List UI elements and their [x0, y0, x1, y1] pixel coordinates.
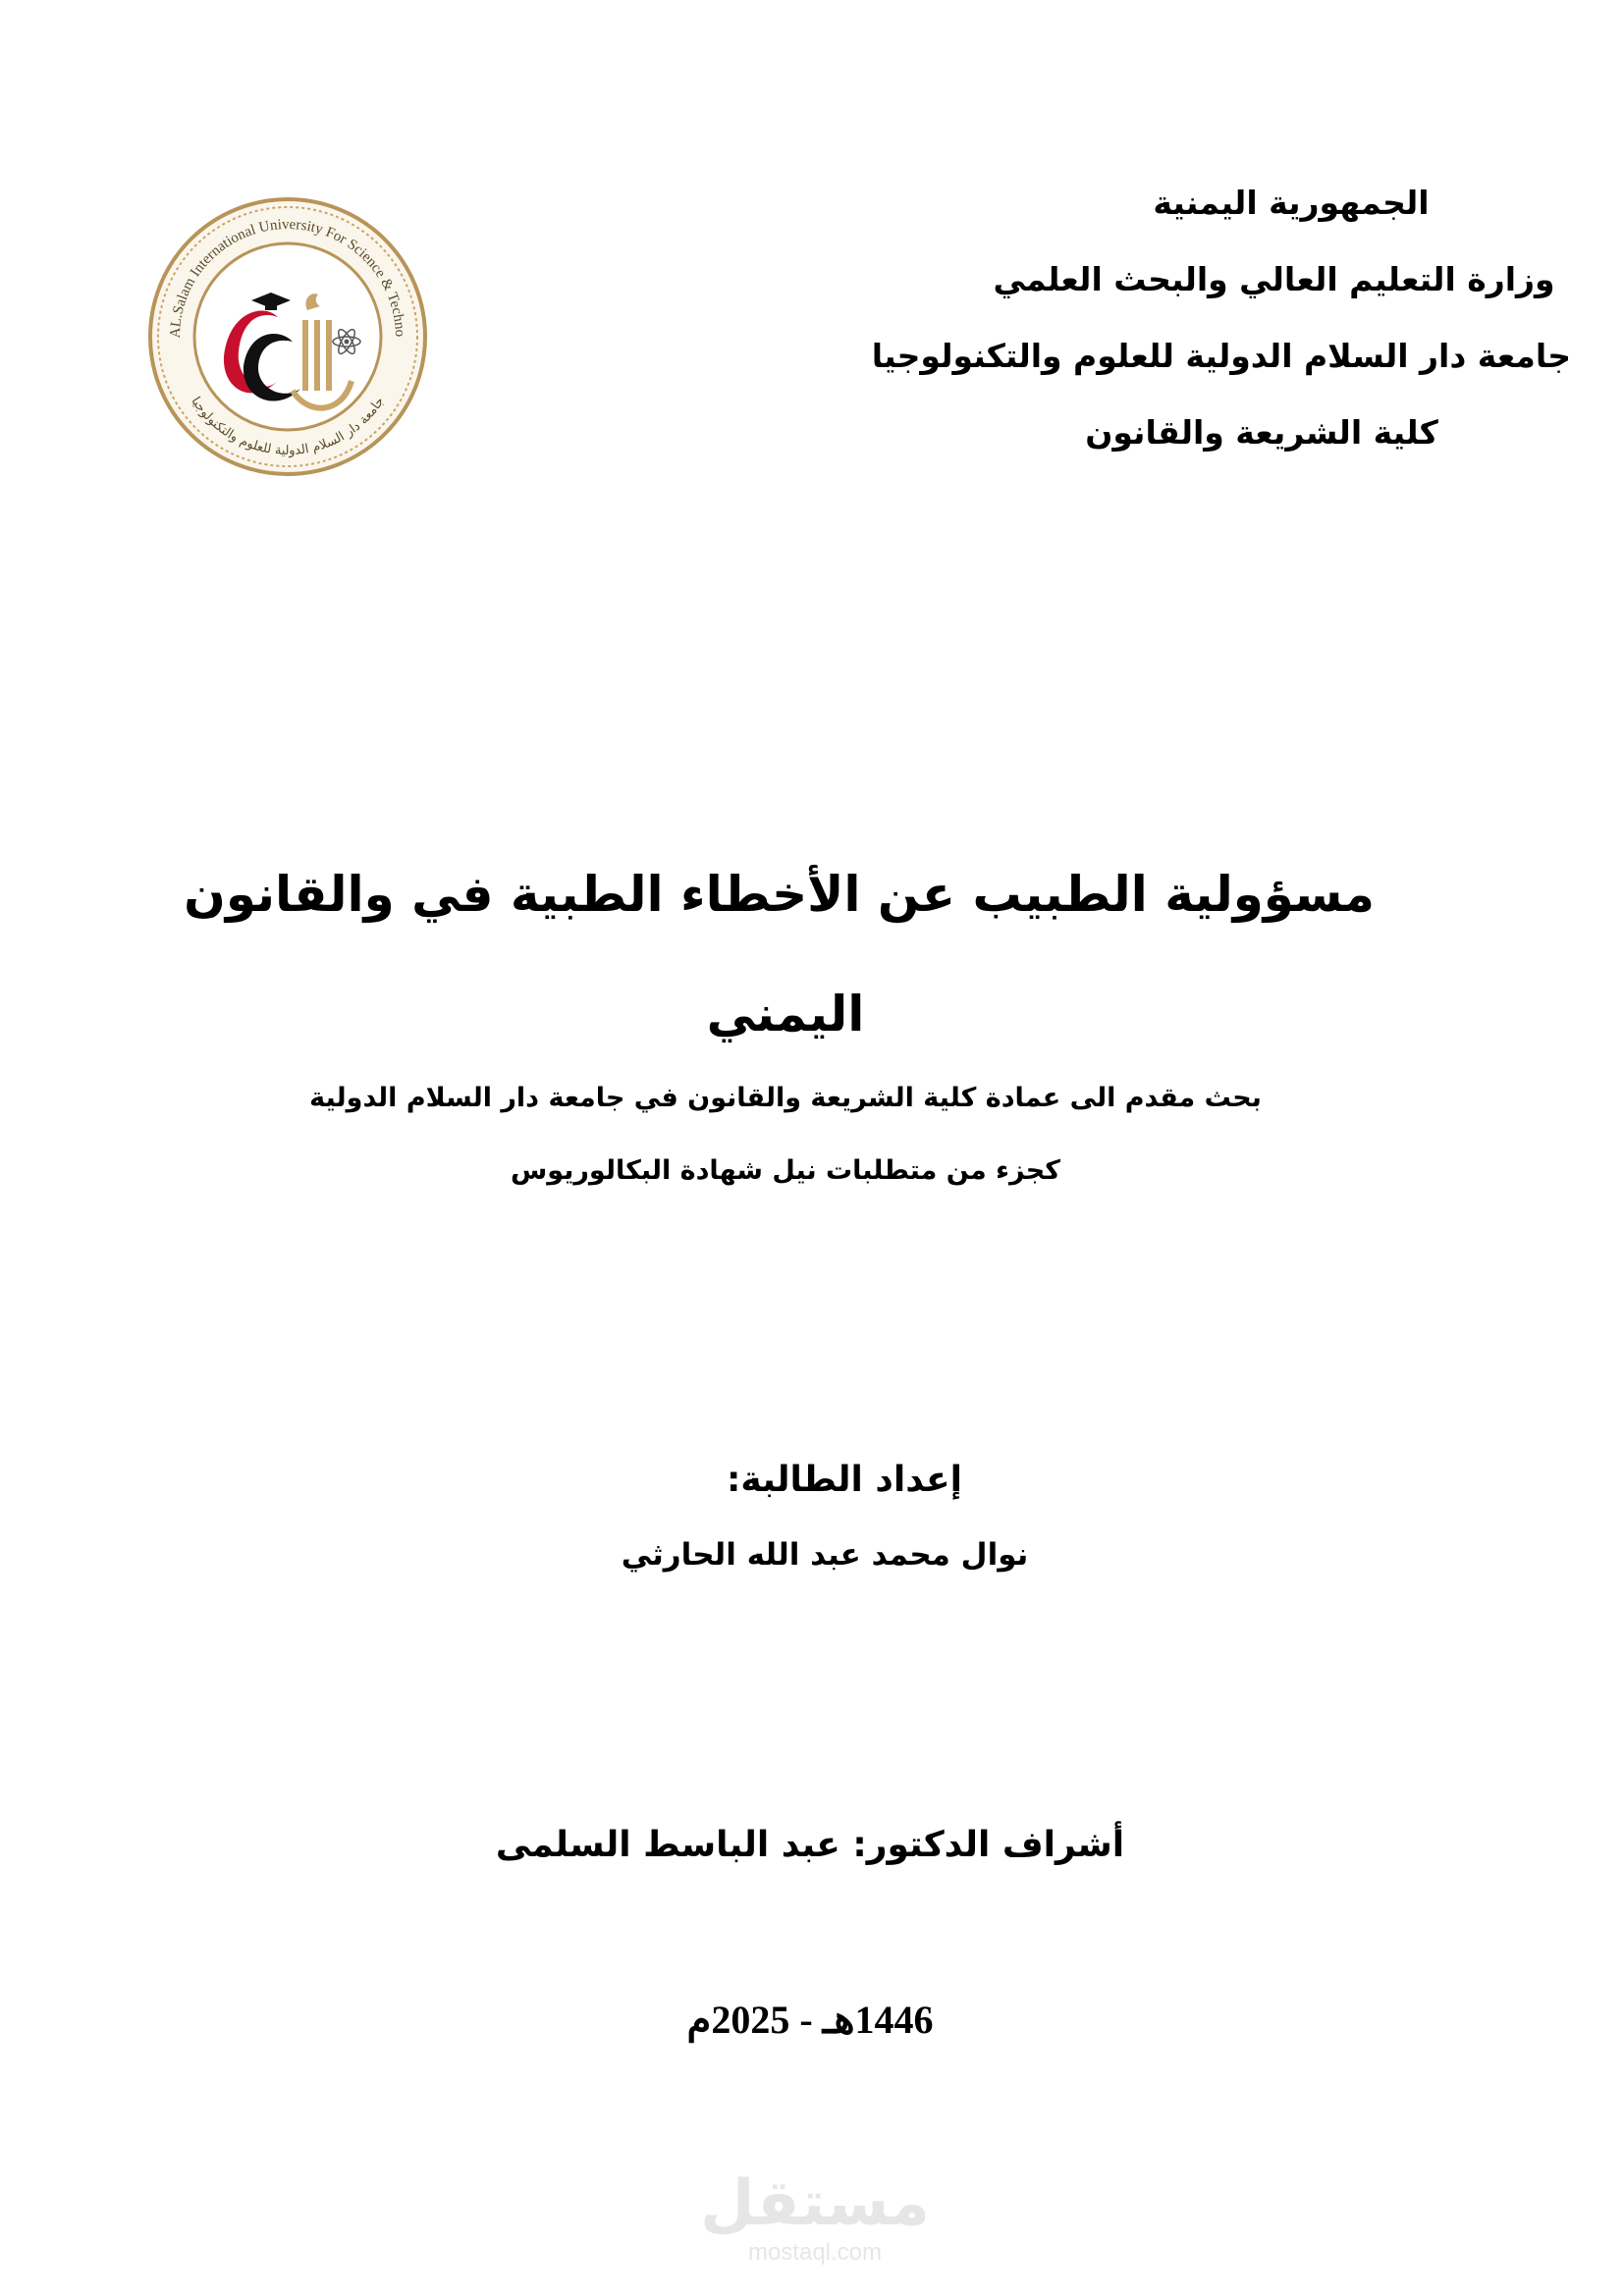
university-logo [145, 194, 430, 479]
subtitle-line-1: بحث مقدم الى عمادة كلية الشريعة والقانون في جامعة دار السلام الدولية [309, 1083, 1262, 1113]
research-subtitle [196, 1062, 1375, 1207]
header-college: كلية الشريعة والقانون [1085, 413, 1438, 452]
research-title [184, 834, 1375, 1074]
student-name: نوال محمد عبد الله الحارثي [621, 1537, 1029, 1573]
date-line: 1446هـ - 2025م [686, 1998, 934, 2042]
title-line-2: اليمني [706, 986, 865, 1042]
watermark-url: mostaql.com [747, 2239, 883, 2266]
header-country: الجمهورية اليمنية [1153, 184, 1430, 222]
seal-english-text: AL.Salam International University For Science & Techno [167, 216, 408, 339]
header-university: جامعة دار السلام الدولية للعلوم والتكنولوجيا [871, 337, 1571, 375]
title-line-1: مسؤولية الطبيب عن الأخطاء الطبية في والقانون [184, 866, 1375, 923]
subtitle-line-2: كجزء من متطلبات نيل شهادة البكالوريوس [511, 1155, 1060, 1186]
supervisor-line: أشراف الدكتور: عبد الباسط السلمى [495, 1825, 1125, 1865]
mostaql-watermark [687, 2169, 943, 2277]
seal-arabic-text: جامعة دار السلام الدولية للعلوم والتكنولوجيا [188, 394, 388, 459]
student-section [442, 1441, 1168, 1590]
watermark-logo: مستقل [699, 2167, 931, 2240]
header-ministry: وزارة التعليم العالي والبحث العلمي [993, 260, 1555, 298]
institution-header [871, 165, 1571, 471]
university-seal-icon [145, 194, 430, 479]
student-label: إعداد الطالبة: [727, 1460, 962, 1500]
